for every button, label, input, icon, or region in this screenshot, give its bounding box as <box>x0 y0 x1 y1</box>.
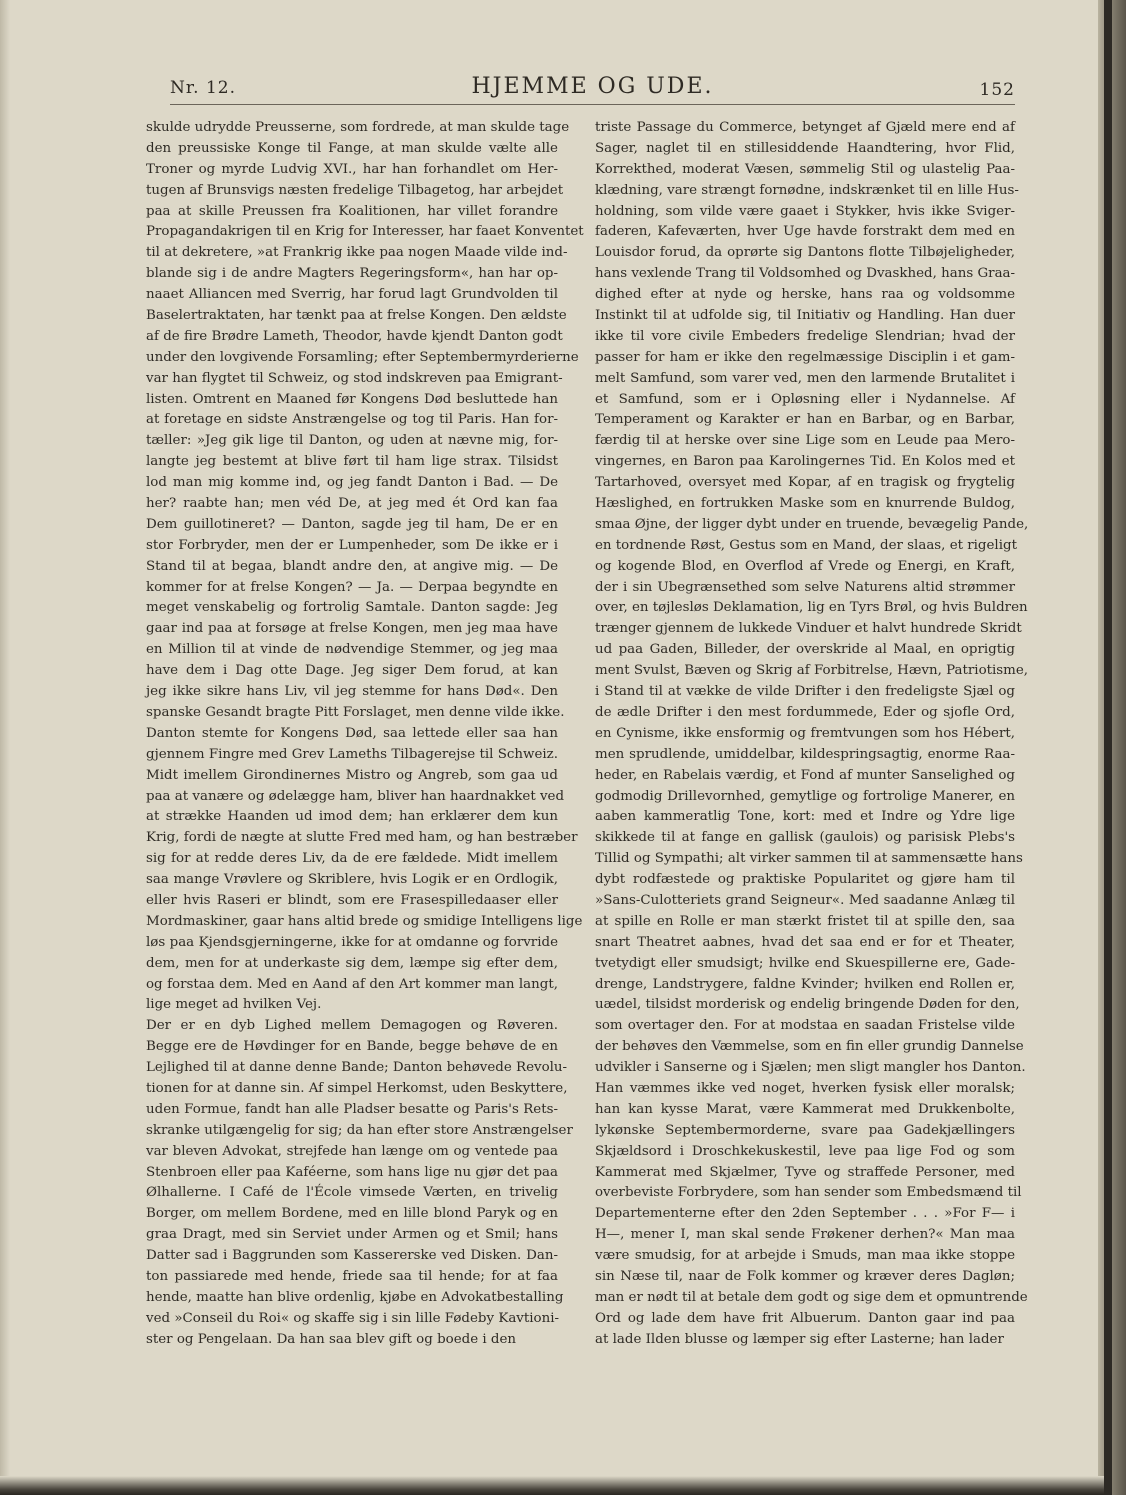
header-rule <box>170 104 1015 105</box>
text-line: Propagandakrigen til en Krig for Interesser, har faaet Konventet <box>146 224 584 240</box>
text-line: de ædle Drifter i den mest fordummede, Eder og sjofle Ord, <box>595 704 1015 720</box>
text-line: Lejlighed til at danne denne Bande; Danton behøvede Revolu- <box>146 1060 568 1076</box>
text-line: en tordnende Røst, Gestus som en Mand, der slaas, et rigeligt <box>595 537 1017 553</box>
text-line: gjennem Fingre med Grev Lameths Tilbagerejse til Schweiz. <box>146 746 558 762</box>
text-line: Han væmmes ikke ved noget, hverken fysisk eller moralsk; <box>595 1080 1015 1096</box>
text-line: listen. Omtrent en Maaned før Kongens Død besluttede han <box>146 391 558 407</box>
text-line: her? raabte han; men véd De, at jeg med ét Ord kan faa <box>146 496 558 512</box>
journal-title: HJEMME OG UDE. <box>471 74 714 99</box>
text-line: Mordmaskiner, gaar hans altid brede og smidige Intelligens lige <box>146 913 583 929</box>
text-line: aaben kammeratlig Tone, kort: med et Indre og Ydre lige <box>595 809 1015 825</box>
text-line: Danton stemte for Kongens Død, saa lettede eller saa han <box>146 725 558 741</box>
text-line: Hæslighed, en fortrukken Maske som en knurrende Buldog, <box>595 496 1015 512</box>
text-line: skulde udrydde Preusserne, som fordrede, at man skulde tage <box>146 120 570 135</box>
text-line: uden Formue, fandt han alle Pladser besatte og Paris's Rets- <box>146 1101 558 1117</box>
page-number: 152 <box>979 80 1015 100</box>
text-line: blande sig i de andre Magters Regeringsform«, han har op- <box>146 266 558 282</box>
text-line: ud paa Gaden, Billeder, der overskride al Maal, en oprigtig <box>595 642 1015 658</box>
text-line: man er nødt til at betale dem godt og sige dem et opmuntrende <box>595 1289 1028 1305</box>
text-line: Korrekthed, moderat Væsen, sømmelig Stil og ulastelig Paa- <box>595 161 1015 177</box>
text-line: Instinkt til at udfolde sig, til Initiativ og Handling. Han duer <box>595 308 1015 324</box>
text-line: Midt imellem Girondinernes Mistro og Angreb, som gaa ud <box>146 767 558 783</box>
text-column-right <box>595 118 1029 1351</box>
text-line: stor Forbryder, men der er Lumpenheder, som De ikke er i <box>146 537 558 553</box>
text-line: sin Næse til, naar de Folk kommer og kræver deres Dagløn; <box>595 1268 1015 1284</box>
text-line: tionen for at danne sin. Af simpel Herkomst, uden Beskyttere, <box>146 1080 568 1096</box>
text-line: holdning, som vilde være gaaet i Stykker, hvis ikke Sviger- <box>595 203 1015 219</box>
text-line: triste Passage du Commerce, betynget af Gjæld mere end af <box>595 120 1015 135</box>
text-line: uædel, tilsidst morderisk og endelig bringende Døden for den, <box>595 997 1020 1013</box>
text-line: hende, maatte han blive ordenlig, kjøbe en Advokatbestalling <box>146 1289 564 1305</box>
page-left-shadow <box>0 0 10 1495</box>
text-line: men sprudlende, umiddelbar, kildespringsagtig, enorme Raa- <box>595 746 1015 762</box>
text-line: at spille en Rolle er man stærkt fristet til at spille den, saa <box>595 913 1015 929</box>
text-line: hans vexlende Trang til Voldsomhed og Dvaskhed, hans Graa- <box>595 266 1016 282</box>
text-line: og kogende Blod, en Overflod af Vrede og Energi, en Kraft, <box>595 558 1015 574</box>
text-line: Baselertraktaten, har tænkt paa at frelse Kongen. Den ældste <box>146 308 567 324</box>
text-line: et Samfund, som er i Opløsning eller i Nydannelse. Af <box>595 391 1015 407</box>
text-line: var bleven Advokat, strejfede han længe om og ventede paa <box>146 1143 558 1159</box>
text-line: faderen, Kafeværten, hver Uge havde forstrakt dem med en <box>595 224 1015 240</box>
text-line: at foretage en sidste Anstrængelse og tog til Paris. Han for- <box>146 412 558 428</box>
text-line: af de fire Brødre Lameth, Theodor, havde kjendt Danton godt <box>146 328 563 344</box>
text-line: at strække Haanden ud imod dem; han erklærer dem kun <box>146 809 558 825</box>
text-line: til at dekretere, »at Frankrig ikke paa nogen Maade vilde ind- <box>146 245 568 261</box>
text-line: over, en tøjlesløs Deklamation, lig en Tyrs Brøl, og hvis Buldren <box>595 600 1028 616</box>
running-header <box>170 74 1015 104</box>
text-line: Borger, om mellem Bordene, med en lille blond Paryk og en <box>146 1206 558 1222</box>
text-line: gaar ind paa at forsøge at frelse Kongen, men jeg maa have <box>146 621 558 637</box>
text-line: ikke til vore civile Embeders fredelige Slendrian; hvad der <box>595 328 1015 344</box>
text-line: færdig til at herske over sine Lige som en Leude paa Mero- <box>595 433 1015 449</box>
text-line: Stand til at begaa, blandt andre den, at angive mig. — De <box>146 558 558 574</box>
book-spine <box>1098 0 1126 1495</box>
text-line: under den lovgivende Forsamling; efter Septembermyrderierne <box>146 349 579 365</box>
text-line: jeg ikke sikre hans Liv, vil jeg stemme for hans Død«. Den <box>146 684 558 700</box>
text-line: den preussiske Konge til Fange, at man skulde vælte alle <box>146 140 558 156</box>
text-line: Tartarhoved, oversyet med Kopar, af en tragisk og frygtelig <box>595 475 1015 491</box>
text-line: at lade Ilden blusse og læmper sig efter Lasterne; han lader <box>595 1331 1004 1347</box>
text-line: tvetydigt eller smudsigt; hvilke end Skuespillerne ere, Gade- <box>595 955 1015 971</box>
text-line: ster og Pengelaan. Da han saa blev gift og boede i den <box>146 1331 517 1347</box>
text-line: kommer for at frelse Kongen? — Ja. — Derpaa begyndte en <box>146 579 558 595</box>
text-line: Troner og myrde Ludvig XVI., har han forhandlet om Her- <box>146 161 558 177</box>
text-line: skikkede til at fange en gallisk (gaulois) og parisisk Plebs's <box>595 830 1015 846</box>
text-line: der i sin Ubegrænsethed som selve Naturens altid strømmer <box>595 579 1015 595</box>
text-line: Departementerne efter den 2den September . . . »For F— i <box>595 1206 1015 1222</box>
text-line: dem, men for at underkaste sig dem, læmpe sig efter dem, <box>146 955 558 971</box>
text-line: Kammerat med Skjælmer, Tyve og straffede Personer, med <box>595 1164 1015 1180</box>
text-line: der behøves den Væmmelse, som en fin eller grundig Dannelse <box>595 1039 1024 1055</box>
text-line: vingernes, en Baron paa Karolingernes Tid. En Kolos med et <box>595 454 1015 470</box>
text-line: ment Svulst, Bæven og Skrig af Forbitrelse, Hævn, Patriotisme, <box>595 663 1029 679</box>
text-line: Louisdor forud, da oprørte sig Dantons flotte Tilbøjeligheder, <box>595 245 1015 261</box>
text-line: i Stand til at vække de vilde Drifter i den fredeligste Sjæl og <box>595 684 1015 700</box>
text-column-left <box>146 118 584 1351</box>
text-line: passer for ham er ikke den regelmæssige Disciplin i et gam- <box>595 349 1015 365</box>
text-line: klædning, vare strængt fornødne, indskrænket til en lille Hus- <box>595 182 1019 198</box>
text-line: naaet Alliancen med Sverrig, har forud lagt Grundvolden til <box>146 287 558 303</box>
text-line: en Million til at vinde de nødvendige Stemmer, og jeg maa <box>146 642 558 658</box>
text-line: langte jeg bestemt at blive ført til ham lige strax. Tilsidst <box>146 454 558 470</box>
text-line: sig for at redde deres Liv, da de ere fældede. Midt imellem <box>146 851 558 867</box>
text-line: var han flygtet til Schweiz, og stod indskreven paa Emigrant- <box>146 370 563 386</box>
text-line: Begge ere de Høvdinger for en Bande, begge behøve de en <box>146 1039 558 1055</box>
text-line: han kan kysse Marat, være Kammerat med Drukkenbolte, <box>595 1101 1015 1117</box>
text-line: Der er en dyb Lighed mellem Demagogen og Røveren. <box>146 1018 558 1034</box>
text-line: som overtager den. For at modstaa en saadan Fristelse vilde <box>595 1018 1015 1034</box>
text-line: dybt rodfæstede og praktiske Popularitet og gjøre ham til <box>595 872 1015 888</box>
text-line: paa at vanære og ødelægge ham, bliver han haardnakket ved <box>146 788 565 804</box>
text-line: melt Samfund, som varer ved, men den larmende Brutalitet i <box>595 370 1015 386</box>
book-spine-edge <box>1104 0 1112 1495</box>
text-line: ved »Conseil du Roi« og skaffe sig i sin lille Fødeby Kavtioni- <box>146 1310 560 1326</box>
text-line: saa mange Vrøvlere og Skriblere, hvis Logik er en Ordlogik, <box>146 872 558 888</box>
text-line: Krig, fordi de nægte at slutte Fred med ham, og han bestræber <box>146 830 578 846</box>
text-line: Ølhallerne. I Café de l'École vimsede Værten, en trivelig <box>146 1185 558 1201</box>
text-line: dighed efter at nyde og herske, hans raa og voldsomme <box>595 287 1015 303</box>
issue-number: Nr. 12. <box>170 78 236 98</box>
text-line: skranke utilgængelig for sig; da han efter store Anstrængelser <box>146 1122 573 1138</box>
text-line: drenge, Landstrygere, faldne Kvinder; hvilken end Rollen er, <box>595 976 1015 992</box>
text-line: lod man mig komme ind, og jeg fandt Danton i Bad. — De <box>146 475 558 491</box>
text-line: godmodig Drillevornhed, gemytlige og fortrolige Manerer, en <box>595 788 1015 804</box>
text-line: en Cynisme, ikke ensformig og fremtvungen som hos Hébert, <box>595 725 1015 741</box>
text-line: »Sans-Culotteriets grand Seigneur«. Med saadanne Anlæg til <box>595 892 1015 908</box>
text-line: heder, en Rabelais værdig, et Fond af munter Sanselighed og <box>595 767 1015 783</box>
text-line: tugen af Brunsvigs næsten fredelige Tilbagetog, har arbejdet <box>146 182 564 198</box>
page-bottom-edge <box>0 1476 1104 1495</box>
text-line: smaa Øjne, der ligger dybt under en truende, bevægelig Pande, <box>595 516 1029 532</box>
text-line: paa at skille Preussen fra Koalitionen, har villet forandre <box>146 203 558 219</box>
text-line: Temperament og Karakter er han en Barbar, og en Barbar, <box>595 412 1015 428</box>
text-line: lige meget ad hvilken Vej. <box>146 997 322 1013</box>
text-line: snart Theatret aabnes, hvad det saa end er for et Theater, <box>595 934 1015 950</box>
text-line: trænger gjennem de lukkede Vinduer et halvt hundrede Skridt <box>595 621 1022 637</box>
text-line: Skjældsord i Droschkekuskestil, leve paa lige Fod og som <box>595 1143 1015 1159</box>
text-line: løs paa Kjendsgjerningerne, ikke for at omdanne og forvride <box>146 934 558 950</box>
text-line: lykønske Septembermorderne, svare paa Gadekjællingers <box>595 1122 1015 1138</box>
text-line: udvikler i Sanserne og i Sjælen; men sligt mangler hos Danton. <box>595 1060 1026 1076</box>
text-line: have dem i Dag otte Dage. Jeg siger Dem forud, at kan <box>146 663 558 679</box>
text-line: H—, mener I, man skal sende Frøkener derhen?« Man maa <box>595 1227 1015 1243</box>
text-line: spanske Gesandt bragte Pitt Forslaget, men denne vilde ikke. <box>146 704 565 720</box>
text-line: tæller: »Jeg gik lige til Danton, og uden at nævne mig, for- <box>146 433 558 449</box>
text-line: Dem guillotineret? — Danton, sagde jeg til ham, De er en <box>146 516 558 532</box>
text-line: graa Dragt, med sin Serviet under Armen og et Smil; hans <box>146 1227 558 1243</box>
text-line: ton passiarede med hende, friede saa til hende; for at faa <box>146 1268 558 1284</box>
text-line: Stenbroen eller paa Kaféerne, som hans lige nu gjør det paa <box>146 1164 558 1180</box>
text-line: og forstaa dem. Med en Aand af den Art kommer man langt, <box>146 976 558 992</box>
text-line: overbeviste Forbrydere, som han sender som Embedsmænd til <box>595 1185 1022 1201</box>
text-line: Tillid og Sympathi; alt virker sammen til at sammensætte hans <box>595 851 1023 867</box>
text-line: Datter sad i Baggrunden som Kassererske ved Disken. Dan- <box>146 1248 558 1264</box>
text-line: Ord og lade dem have frit Albuerum. Danton gaar ind paa <box>595 1310 1015 1326</box>
text-line: meget venskabelig og fortrolig Samtale. Danton sagde: Jeg <box>146 600 558 616</box>
text-line: Sager, naglet til en stillesiddende Haandtering, hvor Flid, <box>595 140 1015 156</box>
text-line: eller hvis Raseri er blindt, som ere Frasespilledaaser eller <box>146 892 558 908</box>
text-line: være smudsig, for at arbejde i Smuds, man maa ikke stoppe <box>595 1248 1015 1264</box>
